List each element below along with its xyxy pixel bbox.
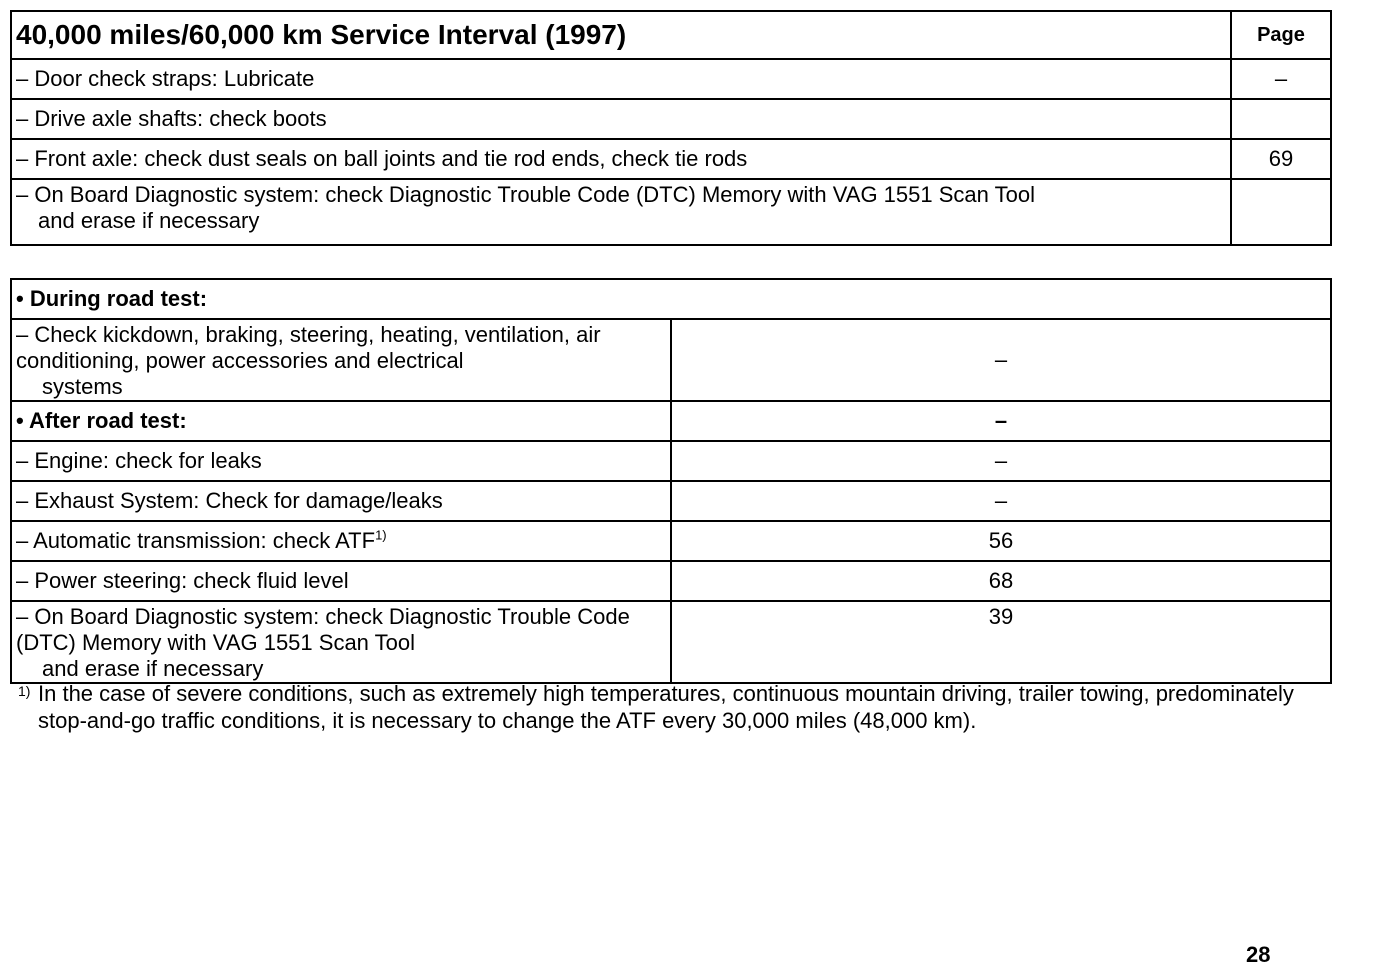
table-row [11,59,1331,99]
table-row [11,139,1331,179]
item-text: – Drive axle shafts: check boots [11,99,1231,139]
item-text: – Front axle: check dust seals on ball joints and tie rod ends, check tie rods [11,139,1231,179]
item-text: – On Board Diagnostic system: check Diagnostic Trouble Code (DTC) Memory with VAG 1551 Scan Tool [16,604,630,655]
item-text-continuation: and erase if necessary [38,208,260,233]
table-row [11,601,1331,683]
section-header-row [11,279,1331,319]
table-row [11,441,1331,481]
page-ref [1231,99,1331,139]
table-row [11,179,1331,245]
item-cell [11,319,671,401]
item-text-continuation: systems [42,374,123,399]
table-row [11,319,1331,401]
item-text: – Check kickdown, braking, steering, heating, ventilation, air conditioning, power accessories and electrical [16,322,601,373]
item-text: – Exhaust System: Check for damage/leaks [11,481,671,521]
page-ref: – [671,481,1331,521]
page-ref [1231,179,1331,245]
page-ref: 69 [1231,139,1331,179]
item-text: – Automatic transmission: check ATF [16,528,376,553]
item-text-continuation: and erase if necessary [42,656,264,681]
table-row [11,561,1331,601]
table-row [11,521,1331,561]
page-ref: – [1231,59,1331,99]
item-cell [11,179,1231,245]
page-ref: 39 [671,601,1331,683]
page-title: 40,000 miles/60,000 km Service Interval (1997) [11,11,1231,59]
page-ref: – [671,401,1331,441]
table-row [11,99,1331,139]
footnote-text: In the case of severe conditions, such as extremely high temperatures, continuous mountain driving, trailer towing, predominately stop-and-go traffic conditions, it is necessary to change the ATF every 30,000 miles (48,000 km). [38,681,1294,733]
item-cell [11,601,671,683]
footnote-marker: 1) [18,683,31,699]
page-ref: 56 [671,521,1331,561]
page-number: 28 [1246,942,1271,967]
page-column-header: Page [1231,11,1331,59]
road-test-table [10,278,1332,684]
during-road-test-heading: • During road test: [11,279,1331,319]
item-text: – Door check straps: Lubricate [11,59,1231,99]
item-cell [11,521,671,561]
page-ref: – [671,319,1331,401]
section-header-row [11,401,1331,441]
item-text: – On Board Diagnostic system: check Diagnostic Trouble Code (DTC) Memory with VAG 1551 Scan Tool [16,182,1035,207]
item-text: – Engine: check for leaks [11,441,671,481]
page-ref: 68 [671,561,1331,601]
table-header-row [11,11,1331,59]
footnote-reference: 1) [375,527,387,543]
after-road-test-heading: • After road test: [11,401,671,441]
footnote [18,680,1318,734]
item-text: – Power steering: check fluid level [11,561,671,601]
table-row [11,481,1331,521]
page-ref: – [671,441,1331,481]
service-interval-table [10,10,1332,246]
